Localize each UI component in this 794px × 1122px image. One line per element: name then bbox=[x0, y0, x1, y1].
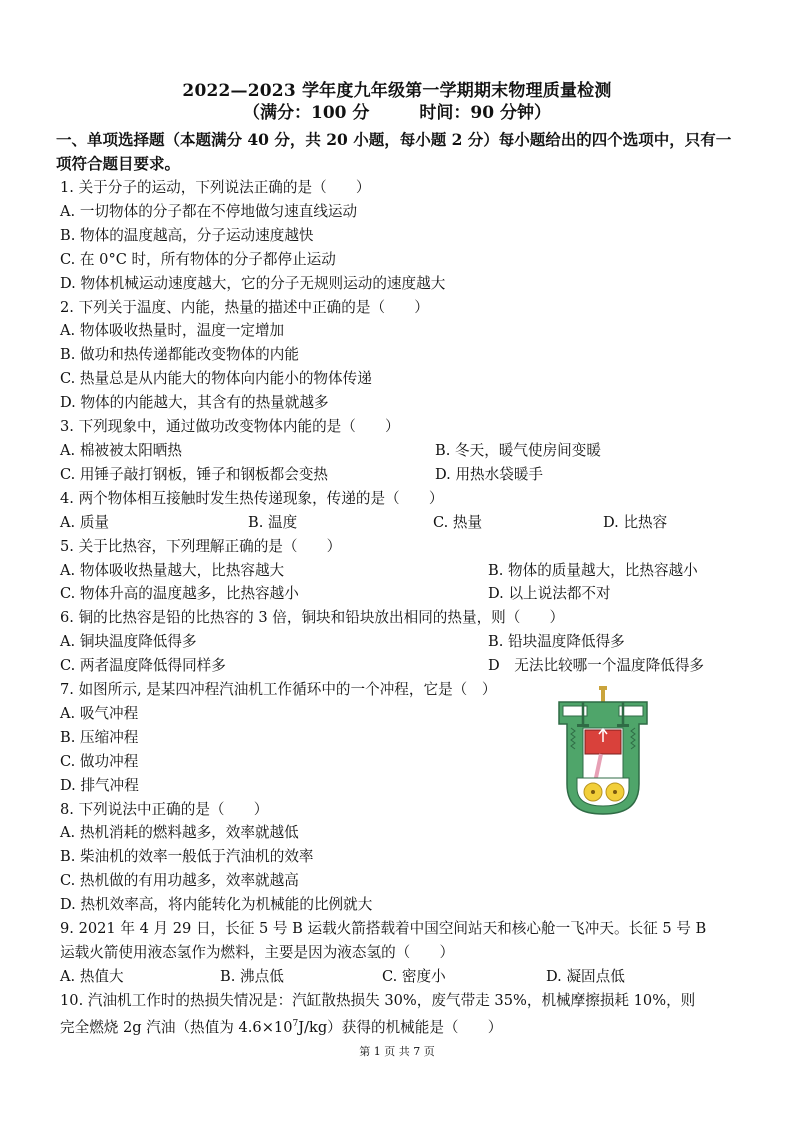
intake-valve-icon bbox=[577, 724, 589, 727]
question-8-option-c: C. 热机做的有用功越多，效率就越高 bbox=[60, 872, 299, 890]
section-heading-line1: 一、单项选择题（本题满分 40 分，共 20 小题，每小题 2 分）每小题给出的四个选项中，只有一 bbox=[56, 130, 732, 149]
question-5-option-c: C. 物体升高的温度越多，比热容越小 bbox=[60, 585, 299, 603]
question-9-stem-line2: 运载火箭使用液态氢作为燃料，主要是因为液态氢的（ ） bbox=[60, 944, 455, 961]
question-7-stem: 7. 如图所示, 是某四冲程汽油机工作循环中的一个冲程，它是（ ） bbox=[60, 681, 497, 699]
question-1-option-a: A. 一切物体的分子都在不停地做匀速直线运动 bbox=[60, 202, 358, 220]
question-7-option-c: C. 做功冲程 bbox=[60, 752, 139, 770]
question-7-option-b: B. 压缩冲程 bbox=[60, 728, 139, 746]
question-5-row-1 bbox=[60, 559, 740, 583]
question-9-option-d: D. 凝固点低 bbox=[546, 967, 625, 985]
question-5-stem: 5. 关于比热容，下列理解正确的是（ ） bbox=[60, 537, 342, 555]
question-10-stem-line1: 10. 汽油机工作时的热损失情况是：汽缸散热损失 30%，废气带走 35%，机械摩擦损耗 10%，则 bbox=[60, 991, 696, 1009]
question-9-row bbox=[60, 965, 740, 989]
question-1-option-c: C. 在 0°C 时，所有物体的分子都停止运动 bbox=[60, 250, 336, 268]
question-4-stem: 4. 两个物体相互接触时发生热传递现象，传递的是（ ） bbox=[60, 489, 444, 507]
question-5-row-2 bbox=[60, 582, 740, 606]
question-2-option-c: C. 热量总是从内能大的物体向内能小的物体传递 bbox=[60, 370, 372, 388]
question-3-row-1 bbox=[60, 439, 740, 463]
question-8-stem: 8. 下列说法中正确的是（ ） bbox=[60, 800, 269, 818]
question-4-option-c: C. 热量 bbox=[433, 513, 483, 531]
question-10-stem-line2 bbox=[60, 1013, 740, 1040]
question-4-option-a: A. 质量 bbox=[60, 513, 110, 531]
question-6-row-2 bbox=[60, 654, 740, 678]
exam-content bbox=[56, 128, 740, 1039]
exam-time: 时间：90 分钟） bbox=[419, 103, 551, 123]
crank-pin-left bbox=[591, 790, 595, 794]
question-9-option-c: C. 密度小 bbox=[382, 967, 446, 985]
question-2-option-d: D. 物体的内能越大，其含有的热量就越多 bbox=[60, 394, 329, 412]
question-1-option-d: D. 物体机械运动速度越大，它的分子无规则运动的速度越大 bbox=[60, 274, 446, 292]
question-3-option-d: D. 用热水袋暖手 bbox=[435, 465, 544, 483]
full-score: （满分：100 分 bbox=[243, 103, 370, 123]
question-4-option-b: B. 温度 bbox=[248, 513, 298, 531]
exam-title: 2022—2023 学年度九年级第一学期期末物理质量检测 bbox=[182, 81, 612, 101]
question-6-stem: 6. 铜的比热容是铅的比热容的 3 倍，铜块和铅块放出相同的热量，则（ ） bbox=[60, 609, 565, 627]
question-2-stem: 2. 下列关于温度、内能，热量的描述中正确的是（ ） bbox=[60, 298, 429, 316]
exam-header bbox=[0, 80, 794, 125]
question-3-option-b: B. 冬天，暖气使房间变暖 bbox=[435, 441, 601, 459]
spark-plug-icon bbox=[599, 686, 607, 690]
four-stroke-engine-icon bbox=[553, 684, 653, 816]
question-3-option-c: C. 用锤子敲打钢板，锤子和钢板都会变热 bbox=[60, 465, 329, 483]
question-10-stem-post: J/kg）获得的机械能是（ ） bbox=[298, 1018, 503, 1036]
question-7-option-a: A. 吸气冲程 bbox=[60, 704, 139, 722]
question-5-option-b: B. 物体的质量越大，比热容越小 bbox=[488, 561, 698, 579]
question-5-option-a: A. 物体吸收热量越大，比热容越大 bbox=[60, 561, 285, 579]
question-10-stem-pre: 完全燃烧 2g 汽油（热值为 4.6×10 bbox=[60, 1018, 293, 1036]
question-6-option-a: A. 铜块温度降低得多 bbox=[60, 633, 197, 651]
question-9-stem-line1: 9. 2021 年 4 月 29 日，长征 5 号 B 运载火箭搭载着中国空间站天和核心舱一飞冲天。长征 5 号 B bbox=[60, 920, 707, 938]
question-1-stem: 1. 关于分子的运动，下列说法正确的是（ ） bbox=[60, 179, 371, 196]
question-8-option-a: A. 热机消耗的燃料越多，效率就越低 bbox=[60, 824, 299, 842]
spark-plug-body bbox=[601, 690, 605, 702]
question-2-option-b: B. 做功和热传递都能改变物体的内能 bbox=[60, 346, 299, 364]
engine-figure-svg bbox=[553, 684, 653, 816]
question-4-option-d: D. 比热容 bbox=[603, 513, 668, 531]
question-10-exponent: 7 bbox=[292, 1018, 299, 1029]
question-9-option-a: A. 热值大 bbox=[60, 967, 124, 985]
crank-pin-right bbox=[613, 790, 617, 794]
question-7-option-d: D. 排气冲程 bbox=[60, 776, 139, 794]
question-6-option-c: C. 两者温度降低得同样多 bbox=[60, 657, 226, 675]
question-6-option-b: B. 铅块温度降低得多 bbox=[488, 633, 625, 651]
question-5-option-d: D. 以上说法都不对 bbox=[488, 585, 611, 603]
question-8-option-b: B. 柴油机的效率一般低于汽油机的效率 bbox=[60, 848, 314, 866]
page-footer: 第 1 页 共 7 页 bbox=[359, 1045, 435, 1058]
question-6-row-1 bbox=[60, 630, 740, 654]
question-2-option-a: A. 物体吸收热量时，温度一定增加 bbox=[60, 322, 285, 340]
question-9-option-b: B. 沸点低 bbox=[220, 967, 284, 985]
question-3-stem: 3. 下列现象中，通过做功改变物体内能的是（ ） bbox=[60, 418, 400, 436]
question-8-option-d: D. 热机效率高，将内能转化为机械能的比例就大 bbox=[60, 896, 373, 914]
question-1-option-b: B. 物体的温度越高，分子运动速度越快 bbox=[60, 226, 314, 244]
exhaust-valve-icon bbox=[617, 724, 629, 727]
question-6-option-d: D 无法比较哪一个温度降低得多 bbox=[488, 657, 705, 675]
question-4-row bbox=[60, 511, 740, 535]
exam-meta bbox=[0, 102, 794, 125]
question-3-row-2 bbox=[60, 463, 740, 487]
section-heading-line2: 项符合题目要求。 bbox=[56, 154, 181, 173]
question-3-option-a: A. 棉被被太阳晒热 bbox=[60, 441, 182, 459]
